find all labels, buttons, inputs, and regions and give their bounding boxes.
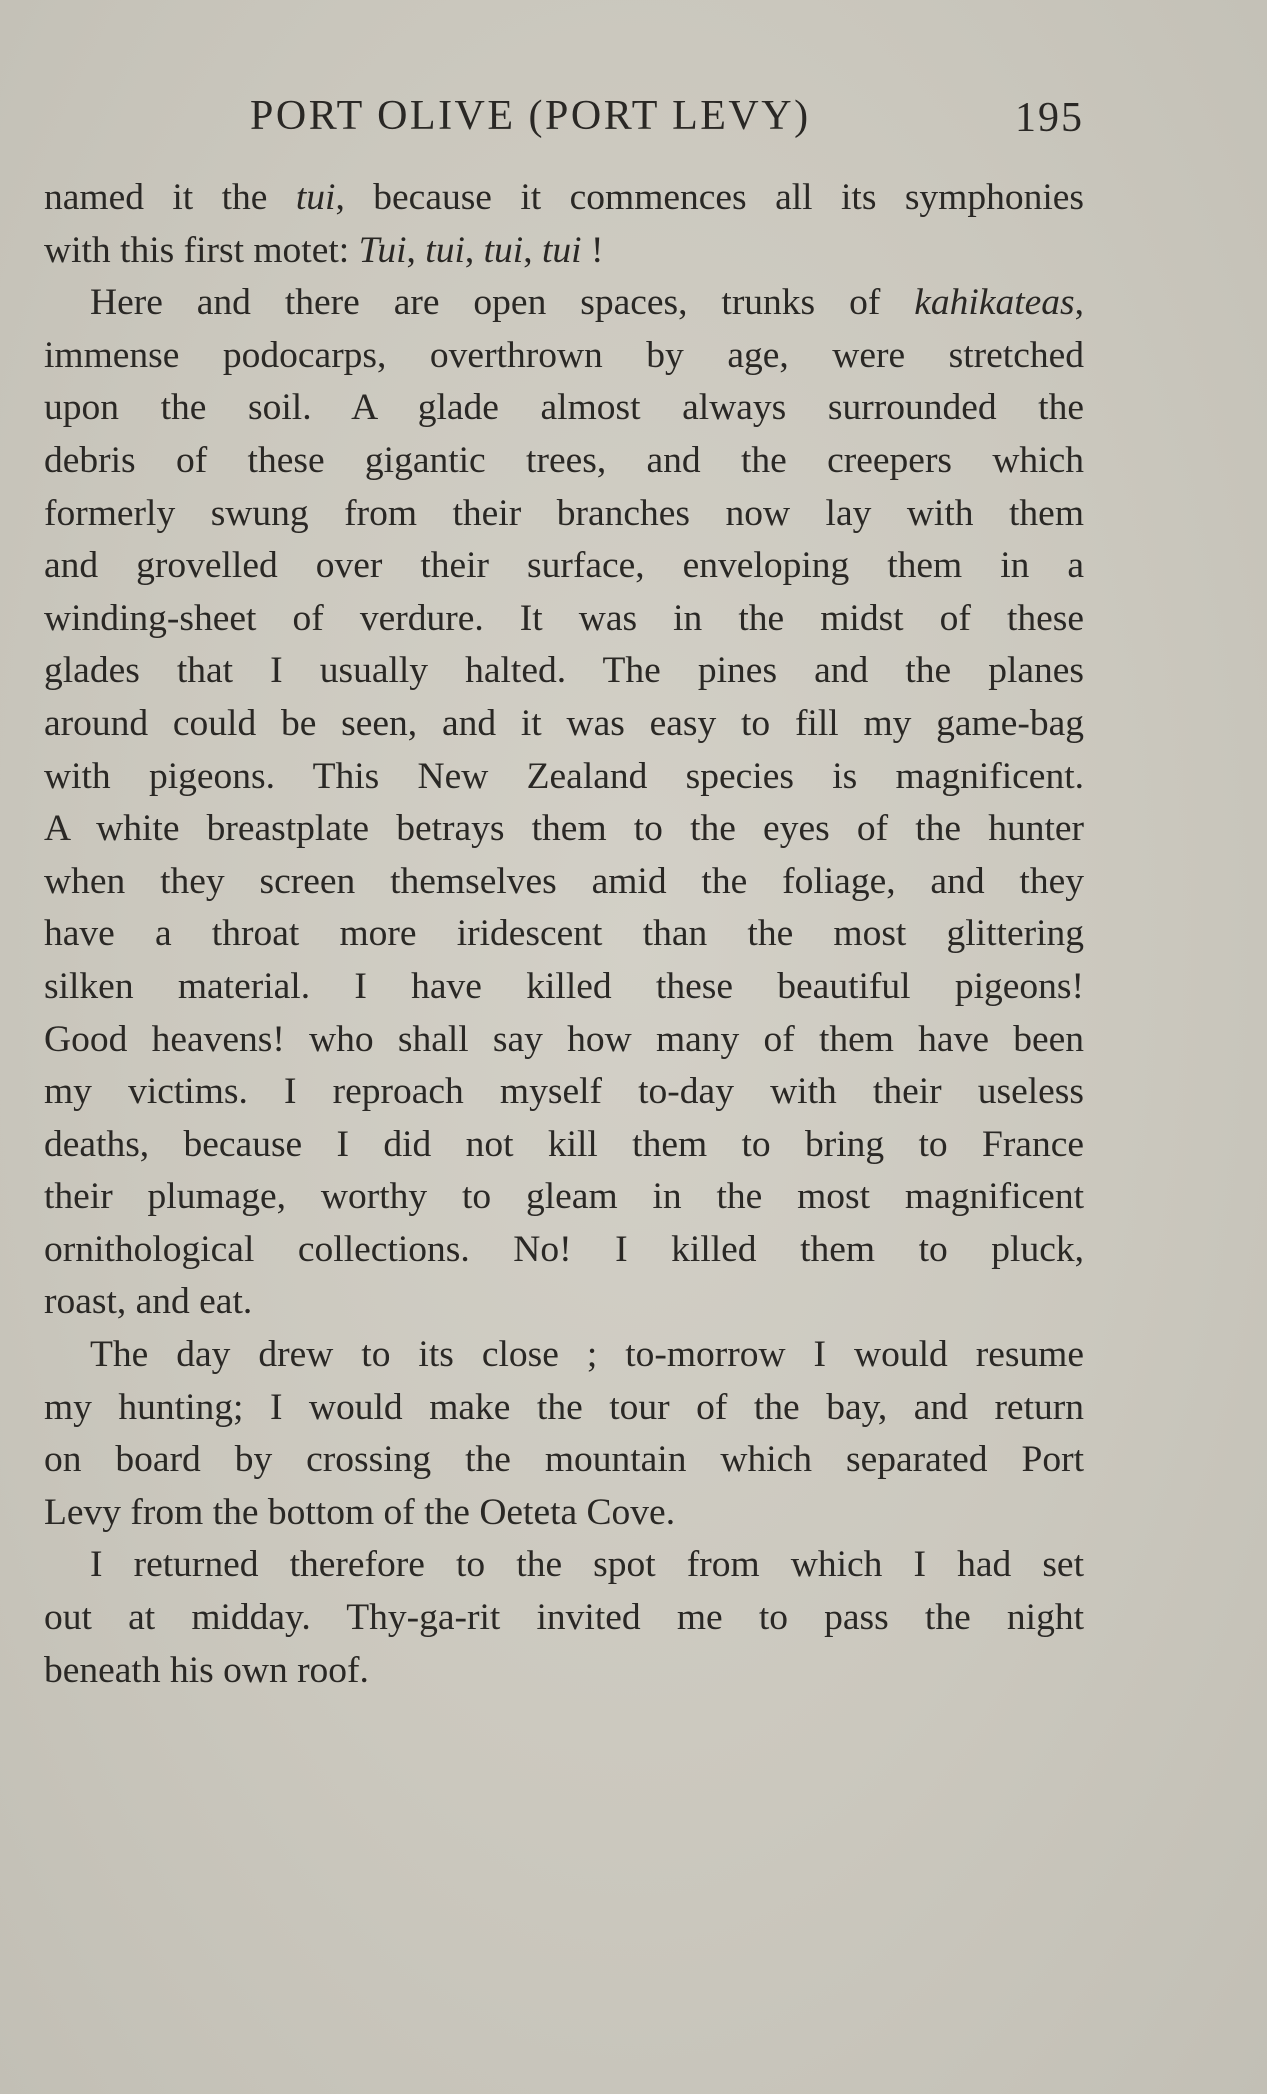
text-line: winding-sheet of verdure. It was in the midst of these <box>44 597 1084 639</box>
text-line: around could be seen, and it was easy to fill my game-bag <box>44 702 1084 744</box>
text-line: roast, and eat. <box>44 1281 253 1323</box>
text-line: formerly swung from their branches now lay with them <box>44 492 1084 534</box>
text-line: their plumage, worthy to gleam in the most magnificent <box>44 1176 1084 1218</box>
text-line: on board by crossing the mountain which separated Port <box>44 1439 1084 1481</box>
text-line: my victims. I reproach myself to-day with their useless <box>44 1071 1084 1113</box>
text-line: silken material. I have killed these beautiful pigeons! <box>44 965 1084 1007</box>
text-line: when they screen themselves amid the foliage, and they <box>44 860 1084 902</box>
text-line: Levy from the bottom of the Oeteta Cove. <box>44 1491 676 1533</box>
text-line: with pigeons. This New Zealand species is magnificent. <box>44 755 1084 797</box>
text-line: out at midday. Thy-ga-rit invited me to pass the night <box>44 1597 1084 1639</box>
text-line: A white breastplate betrays them to the eyes of the hunter <box>44 808 1084 850</box>
text-line: named it the tui, because it commences all its symphonies <box>44 177 1084 218</box>
text-line: deaths, because I did not kill them to bring to France <box>44 1123 1084 1165</box>
text-line: have a throat more iridescent than the most glittering <box>44 913 1084 955</box>
text-line: my hunting; I would make the tour of the bay, and return <box>44 1386 1084 1428</box>
text-line: with this first motet: Tui, tui, tui, tui ! <box>44 229 604 271</box>
running-title: PORT OLIVE (PORT LEVY) <box>250 93 811 139</box>
text-line: debris of these gigantic trees, and the creepers which <box>44 439 1084 481</box>
text-line: glades that I usually halted. The pines and the planes <box>44 650 1084 692</box>
body-text <box>44 172 1084 1697</box>
text-line: immense podocarps, overthrown by age, were stretched <box>44 334 1084 376</box>
text-line: ornithological collections. No! I killed them to pluck, <box>44 1228 1084 1270</box>
text-line: upon the soil. A glade almost always surrounded the <box>44 387 1084 429</box>
page-number: 195 <box>1015 95 1084 141</box>
text-line: Here and there are open spaces, trunks of kahikateas, <box>90 282 1084 324</box>
text-line: I returned therefore to the spot from which I had set <box>90 1544 1084 1586</box>
text-line: Good heavens! who shall say how many of them have been <box>44 1018 1084 1060</box>
text-line: and grovelled over their surface, enveloping them in a <box>44 545 1084 587</box>
running-header <box>44 88 1084 144</box>
text-line: beneath his own roof. <box>44 1649 369 1691</box>
text-line: The day drew to its close ; to-morrow I would resume <box>90 1334 1084 1376</box>
